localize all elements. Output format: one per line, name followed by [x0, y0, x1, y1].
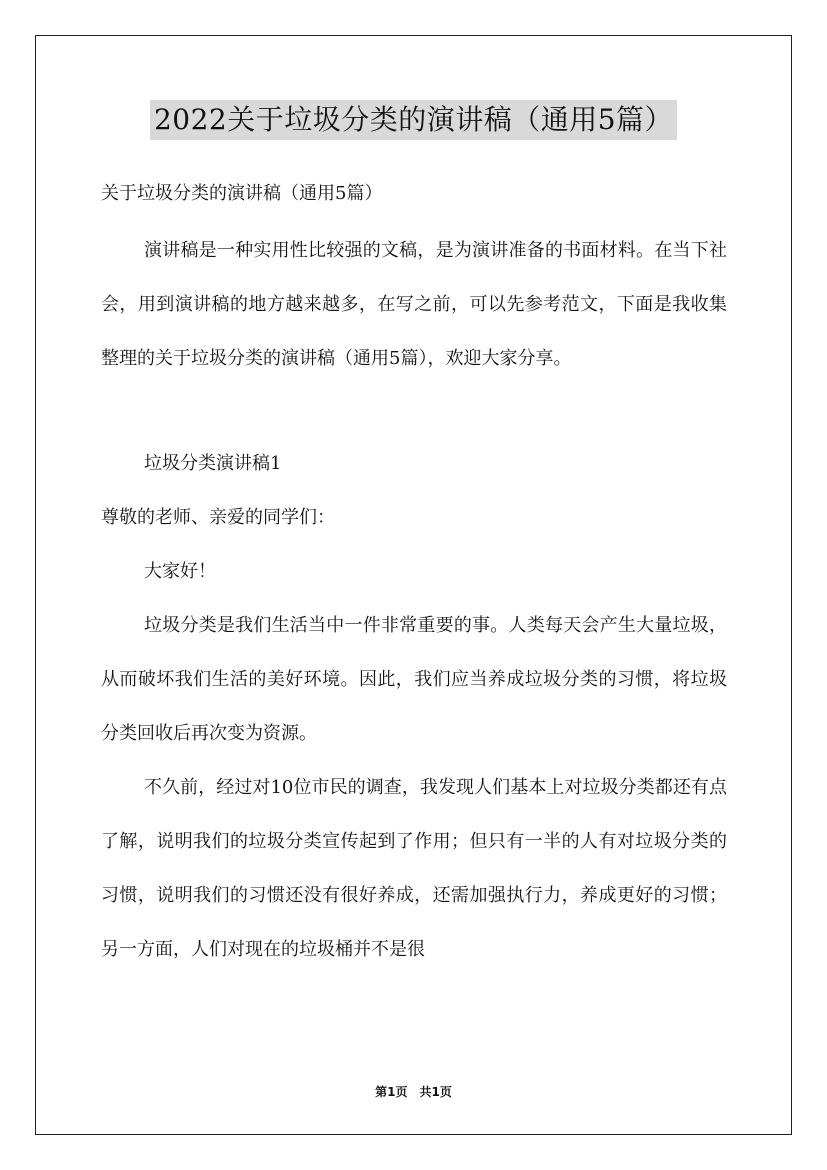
- section-heading: 垃圾分类演讲稿1: [144, 453, 282, 474]
- salutation: 尊敬的老师、亲爱的同学们：: [101, 507, 335, 528]
- intro-paragraph: 演讲稿是一种实用性比较强的文稿，是为演讲准备的书面材料。在当下社会，用到演讲稿的地方越来越多，在写之前，可以先参考范文，下面是我收集整理的关于垃圾分类的演讲稿（通用5篇），欢迎大家分享。: [101, 240, 727, 369]
- body-paragraph-1: 垃圾分类是我们生活当中一件非常重要的事。人类每天会产生大量垃圾，从而破坏我们生活的美好环境。因此，我们应当养成垃圾分类的习惯，将垃圾分类回收后再次变为资源。: [101, 615, 727, 744]
- document-title: 2022关于垃圾分类的演讲稿（通用5篇）: [150, 100, 677, 140]
- body-paragraph-2: 不久前，经过对10位市民的调查，我发现人们基本上对垃圾分类都还有点了解，说明我们的垃圾分类宣传起到了作用；但只有一半的人有对垃圾分类的习惯，说明我们的习惯还没有很好养成，还需加强执行力，养成更好的习惯；另一方面，人们对现在的垃圾桶并不是很: [101, 777, 727, 960]
- document-body: [101, 176, 727, 977]
- greeting: 大家好！: [144, 561, 216, 582]
- title-area: [0, 100, 827, 140]
- document-subtitle: 关于垃圾分类的演讲稿（通用5篇）: [101, 183, 383, 204]
- page-footer: 第1页 共1页: [375, 1085, 452, 1099]
